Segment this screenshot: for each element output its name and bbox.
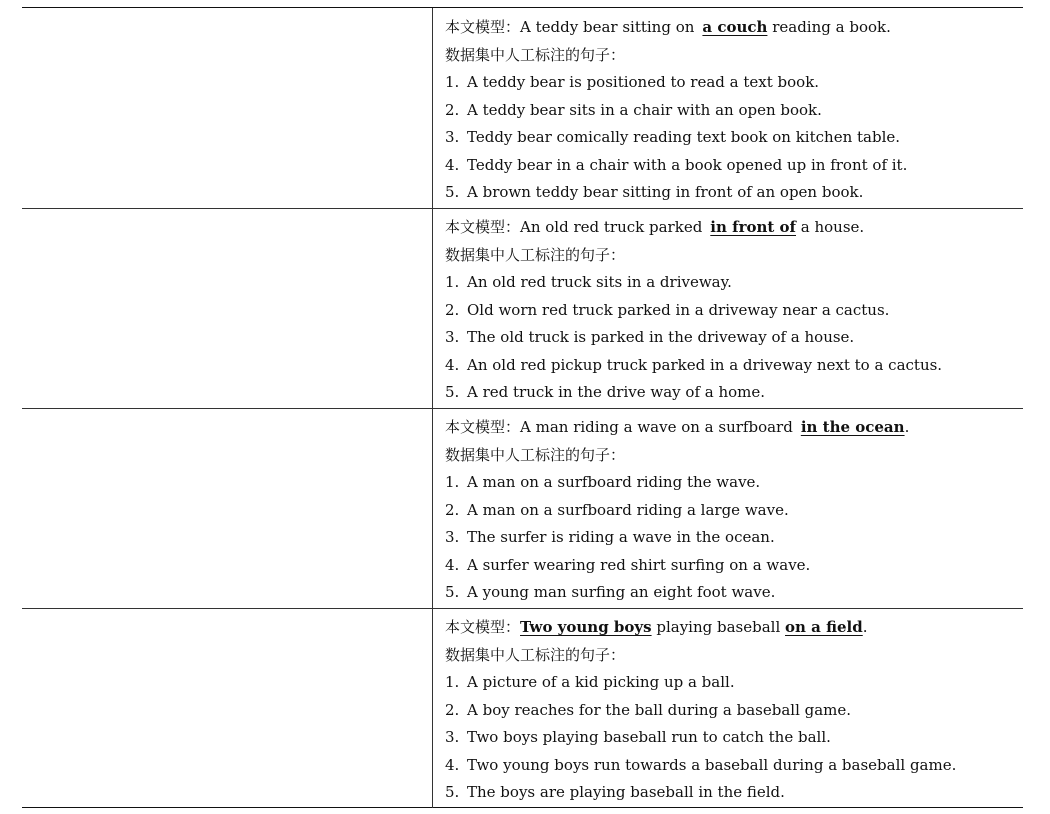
model-caption-post: . <box>862 618 868 636</box>
list-item: 3. Two boys playing baseball run to catch the ball. <box>445 728 831 746</box>
image-cell <box>22 608 433 808</box>
model-caption <box>445 414 1015 442</box>
list-item: 1. An old red truck sits in a driveway. <box>445 273 732 291</box>
model-caption-highlight: Two young boys <box>520 618 652 636</box>
caption-comparison-table <box>22 7 1023 808</box>
model-label: 本文模型： <box>445 18 521 36</box>
list-item: 4. Two young boys run towards a baseball during a baseball game. <box>445 755 957 774</box>
list-item: 3. Teddy bear comically reading text book on kitchen table. <box>445 128 901 146</box>
model-caption <box>445 614 1015 642</box>
model-caption-mid: reading a book. <box>767 18 891 36</box>
human-caption-label: 数据集中人工标注的句子： <box>445 445 626 464</box>
human-caption-label: 数据集中人工标注的句子： <box>445 245 626 264</box>
model-label: 本文模型： <box>445 418 521 436</box>
model-caption-highlight: in front of <box>710 218 796 236</box>
model-caption-highlight-2: on a field <box>785 618 863 636</box>
list-item: 2. A boy reaches for the ball during a baseball game. <box>445 700 852 719</box>
list-item: 5. A young man surfing an eight foot wave. <box>445 583 776 601</box>
list-item: 1. A picture of a kid picking up a ball. <box>445 673 735 691</box>
model-caption-highlight: a couch <box>702 18 768 36</box>
list-item: 2. A teddy bear sits in a chair with an open book. <box>445 100 822 119</box>
table-row <box>22 8 1023 208</box>
caption-cell <box>445 614 1015 807</box>
model-caption-pre: A man riding a wave on a surfboard <box>520 418 793 436</box>
model-caption-mid: playing baseball <box>651 618 786 636</box>
model-caption-mid: . <box>904 418 910 436</box>
image-cell <box>22 208 433 408</box>
model-caption <box>445 214 1015 242</box>
table-row <box>22 608 1023 808</box>
list-item: 1. A teddy bear is positioned to read a text book. <box>445 73 820 91</box>
model-caption <box>445 14 1015 42</box>
list-item: 4. An old red pickup truck parked in a driveway next to a cactus. <box>445 355 943 374</box>
caption-cell <box>445 414 1015 607</box>
caption-cell <box>445 14 1015 207</box>
list-item: 4. A surfer wearing red shirt surfing on a wave. <box>445 555 811 574</box>
list-item: 5. A brown teddy bear sitting in front of an open book. <box>445 183 864 201</box>
list-item: 3. The surfer is riding a wave in the ocean. <box>445 528 775 546</box>
image-cell <box>22 408 433 608</box>
human-caption-label: 数据集中人工标注的句子： <box>445 45 626 64</box>
table-row <box>22 408 1023 608</box>
list-item: 3. The old truck is parked in the driveway of a house. <box>445 328 855 346</box>
human-caption-label: 数据集中人工标注的句子： <box>445 645 626 664</box>
image-cell <box>22 8 433 208</box>
model-caption-mid: a house. <box>796 218 865 236</box>
list-item: 2. A man on a surfboard riding a large wave. <box>445 500 789 519</box>
caption-cell <box>445 214 1015 407</box>
model-label: 本文模型： <box>445 218 521 236</box>
model-caption-pre: An old red truck parked <box>520 218 703 236</box>
model-label: 本文模型： <box>445 618 521 636</box>
model-caption-pre: A teddy bear sitting on <box>520 18 695 36</box>
list-item: 5. A red truck in the drive way of a home. <box>445 383 766 401</box>
list-item: 5. The boys are playing baseball in the field. <box>445 783 785 801</box>
list-item: 2. Old worn red truck parked in a driveway near a cactus. <box>445 300 890 319</box>
list-item: 4. Teddy bear in a chair with a book opened up in front of it. <box>445 155 908 174</box>
list-item: 1. A man on a surfboard riding the wave. <box>445 473 761 491</box>
table-row <box>22 208 1023 408</box>
model-caption-highlight: in the ocean <box>800 418 905 436</box>
